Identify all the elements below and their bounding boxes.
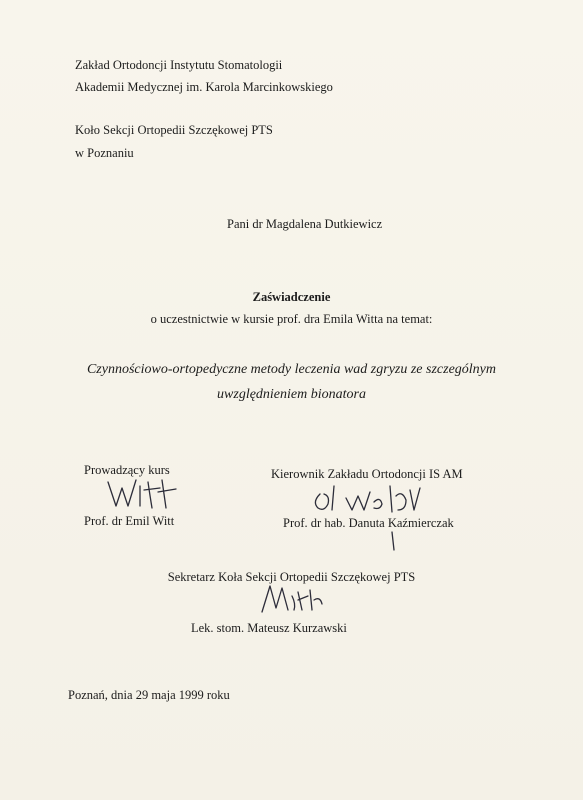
certificate-title: Zaświadczenie — [252, 290, 331, 304]
recipient: Pani dr Magdalena Dutkiewicz — [227, 217, 383, 231]
bottom-signatory-name: Lek. stom. Mateusz Kurzawski — [191, 621, 347, 635]
left-signatory-role: Prowadzący kurs — [84, 463, 170, 477]
topic-line-2: uwzględnieniem bionatora — [217, 387, 366, 402]
place-date: Poznań, dnia 29 maja 1999 roku — [68, 688, 230, 702]
right-signatory-role: Kierownik Zakładu Ortodoncji IS AM — [271, 467, 463, 481]
certificate-subtitle: o uczestnictwie w kursie prof. dra Emila Witta na temat: — [150, 312, 433, 326]
right-signatory-name: Prof. dr hab. Danuta Kaźmierczak — [283, 516, 454, 530]
topic-line-1: Czynnościowo-ortopedyczne metody leczenia wad zgryzu ze szczególnym — [86, 362, 497, 377]
bottom-signatory-role: Sekretarz Koła Sekcji Ortopedii Szczękowej PTS — [167, 570, 416, 584]
header-line-3: Koło Sekcji Ortopedii Szczękowej PTS — [75, 123, 273, 137]
bottom-signature — [258, 582, 328, 620]
left-signature — [104, 476, 184, 512]
header-line-4: w Poznaniu — [75, 146, 134, 160]
header-line-2: Akademii Medycznej im. Karola Marcinkowskiego — [75, 80, 333, 94]
left-signatory-name: Prof. dr Emil Witt — [84, 514, 175, 528]
header-line-1: Zakład Ortodoncji Instytutu Stomatologii — [75, 58, 283, 72]
